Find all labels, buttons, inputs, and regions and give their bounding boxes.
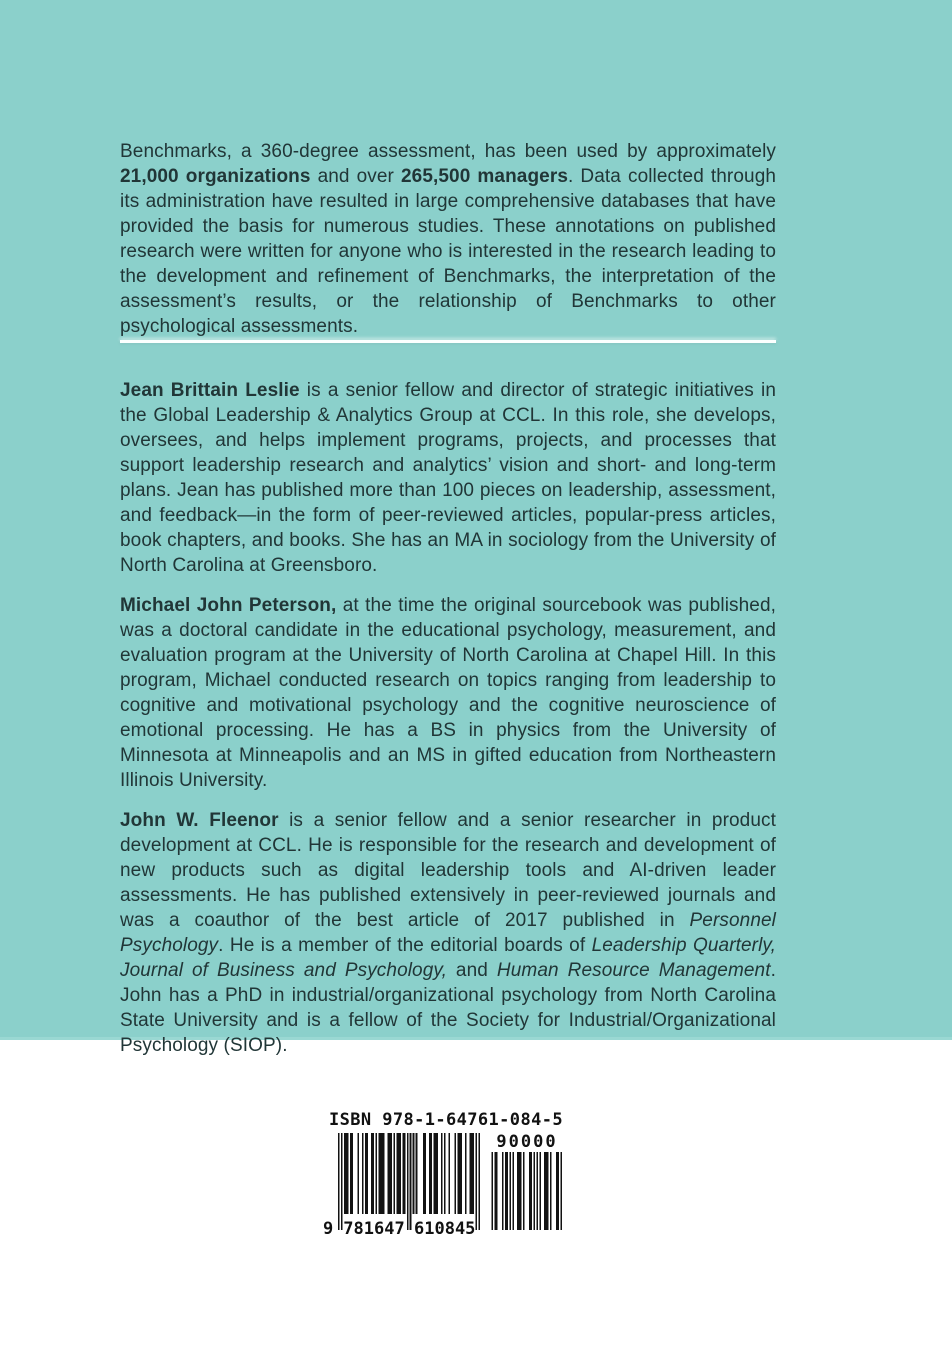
isbn-number-label: ISBN 978-1-64761-084-5 xyxy=(329,1110,563,1130)
section-divider xyxy=(120,340,776,343)
ean13-barcode xyxy=(323,1133,480,1245)
price-code-label: 90000 xyxy=(496,1132,558,1152)
bio-jean-brittain-leslie: Jean Brittain Leslie is a senior fellow and director of strategic initiatives in the Global Leadership & Analytics Group at CCL. In this role, she develops, oversees, and helps implement programs, projects, and processes that support leadership research and analytics’ vision and short- and long-term plans. Jean has published more than 100 pieces on leadership, assessment, and feedback—in the form of peer-reviewed articles, popular-press articles, book chapters, and books. She has an MA in sociology from the University of North Carolina at Greensboro. xyxy=(120,380,776,576)
ean13-right-digits: 610845 xyxy=(414,1219,476,1239)
isbn-barcode-block xyxy=(323,1110,564,1245)
bio-john-w-fleenor: John W. Fleenor is a senior fellow and a senior researcher in product development at CCL. He is responsible for the research and development of new products such as digital leadership tools and AI-driven leader assessments. He has published extensively in peer-reviewed journals and was a coauthor of the best article of 2017 published in Personnel Psychology. He is a member of the editorial boards of Leadership Quarterly, Journal of Business and Psychology, and Human Resource Management. John has a PhD in industrial/organizational psychology from North Carolina State University and is a fellow of the Society for Industrial/Organizational Psychology (SIOP). xyxy=(120,810,776,1056)
ean13-first-digit: 9 xyxy=(323,1219,334,1239)
ean5-bars xyxy=(490,1152,562,1230)
ean13-bars xyxy=(338,1133,480,1230)
ean5-supplement xyxy=(490,1133,562,1230)
bio-michael-john-peterson: Michael John Peterson, at the time the original sourcebook was published, was a doctoral candidate in the educational psychology, measurement, and evaluation program at the University of North Carolina at Chapel Hill. In this program, Michael conducted research on topics ranging from leadership to cognitive and motivational psychology and the cognitive neuroscience of emotional processing. He has a BS in physics from the University of Minnesota at Minneapolis and an MS in gifted education from Northeastern Illinois University. xyxy=(120,595,777,791)
ean13-left-digits: 781647 xyxy=(343,1219,405,1239)
author-bios xyxy=(120,378,776,1058)
intro-paragraph: Benchmarks, a 360-degree assessment, has been used by approximately 21,000 organizations and over 265,500 managers. Data collected through its administration have resulted in large comprehensive databases that have provided the basis for numerous studies. These annotations on published research were written for anyone who is interested in the research leading to the development and refinement of Benchmarks, the interpretation of the assessment’s results, or the relationship of Benchmarks to other psychological assessments. xyxy=(120,141,777,337)
